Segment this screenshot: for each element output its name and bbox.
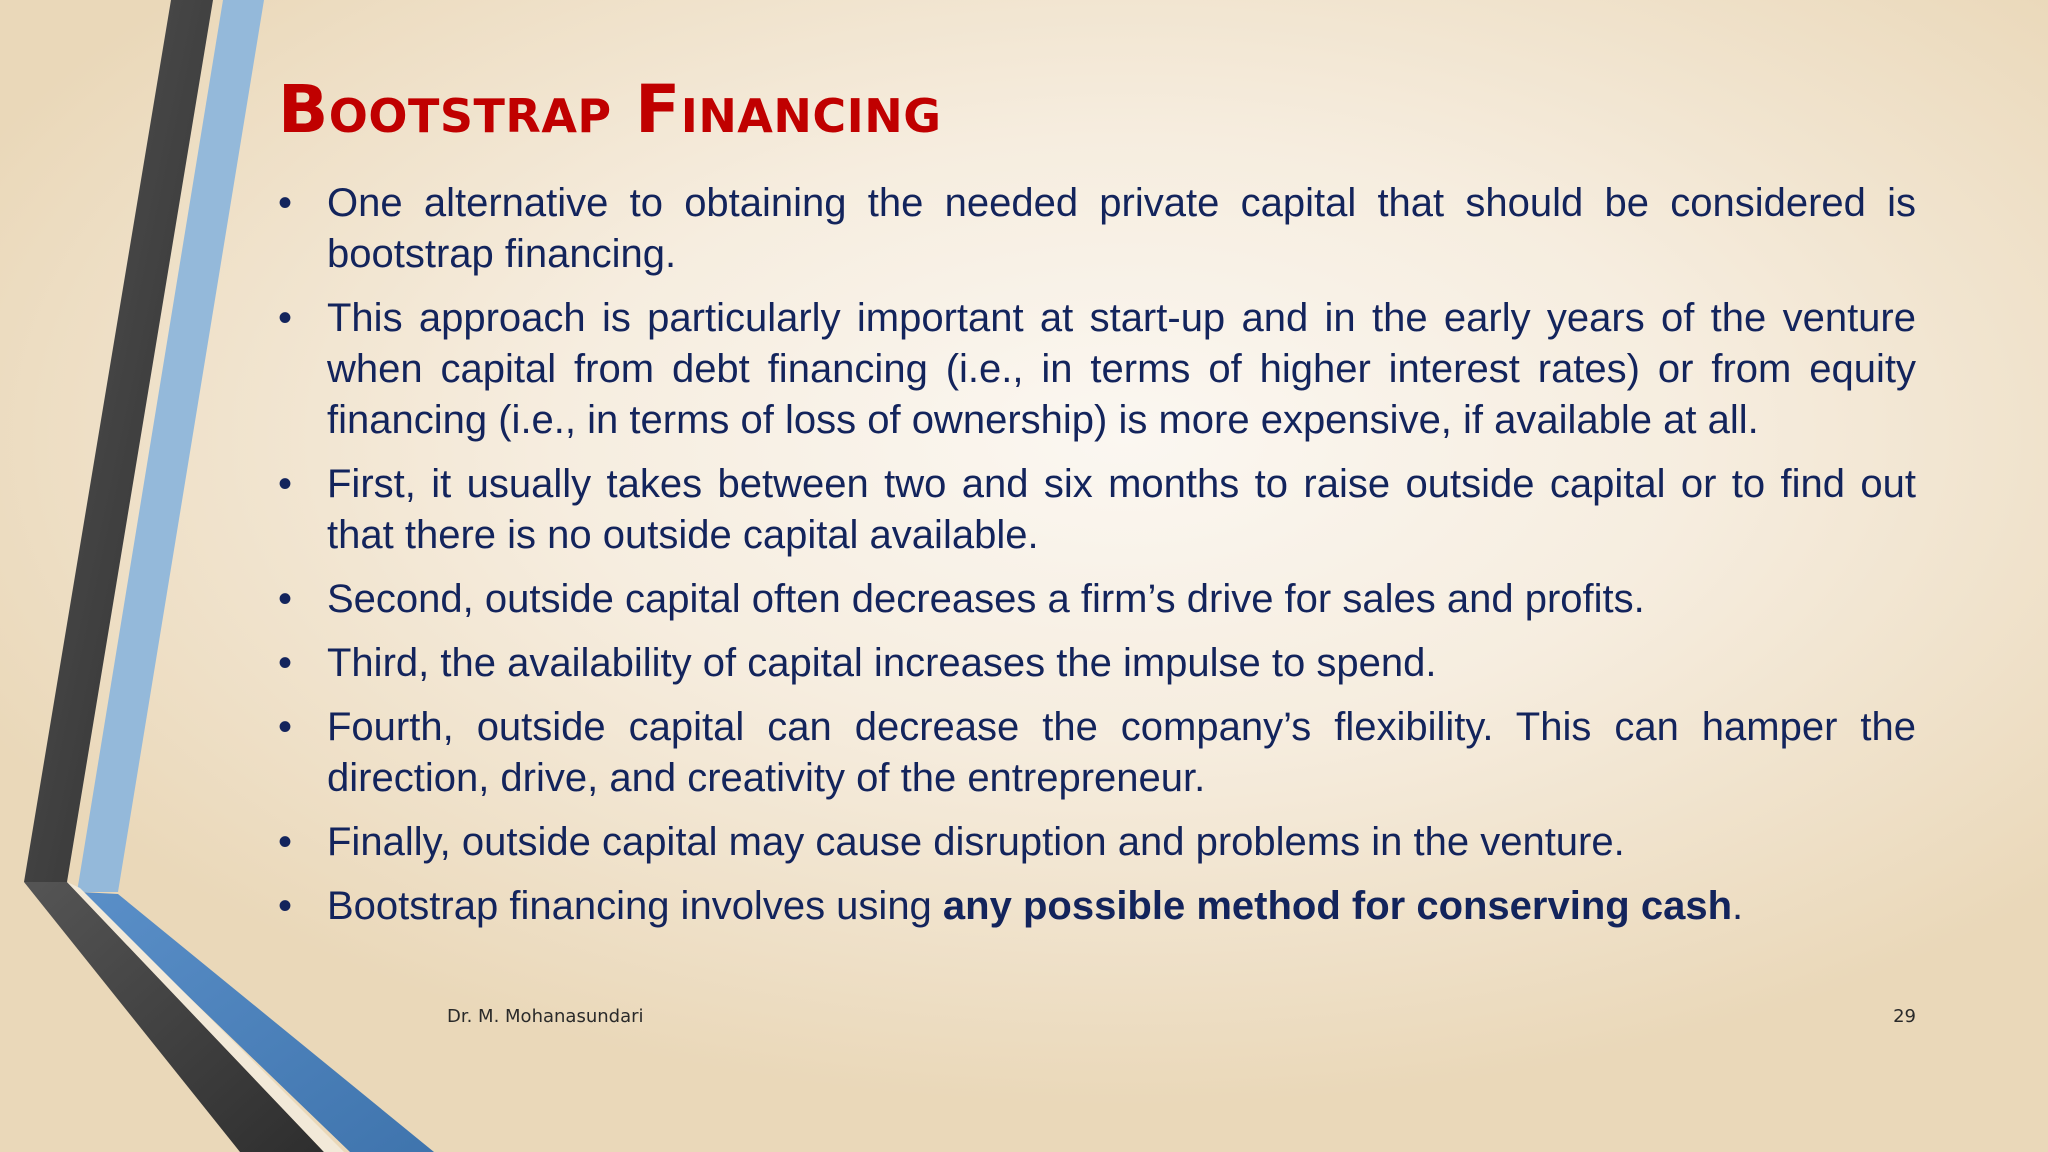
bullet-list [278, 178, 1916, 945]
bullet-item: • Finally, outside capital may cause disruption and problems in the venture. [278, 817, 1916, 868]
slide-title: Bootstrap Financing [278, 71, 942, 148]
bullet-item: • Third, the availability of capital increases the impulse to spend. [278, 638, 1916, 689]
bullet-item: • This approach is particularly important at start-up and in the early years of the venture when capital from debt financing (i.e., in terms of higher interest rates) or from equity financing (i.e., in terms of loss of ownership) is more expensive, if available at all. [278, 293, 1916, 446]
bullet-item: • Second, outside capital often decreases a firm’s drive for sales and profits. [278, 574, 1916, 625]
slide-number: 29 [1893, 1006, 1916, 1027]
bullet-item-bootstrap [278, 881, 1916, 932]
bullet-text-end: . [1732, 884, 1744, 928]
bullet-emphasis: any possible method for conserving cash [942, 884, 1733, 928]
bullet-text: Bootstrap financing involves using [327, 884, 943, 928]
bullet-item: • Fourth, outside capital can decrease the company’s flexibility. This can hamper the direction, drive, and creativity of the entrepreneur. [278, 702, 1916, 804]
bullet-item: • First, it usually takes between two and six months to raise outside capital or to find out that there is no outside capital available. [278, 459, 1916, 561]
bullet-item: • One alternative to obtaining the needed private capital that should be considered is bootstrap financing. [278, 178, 1916, 280]
footer-author: Dr. M. Mohanasundari [447, 1006, 644, 1027]
